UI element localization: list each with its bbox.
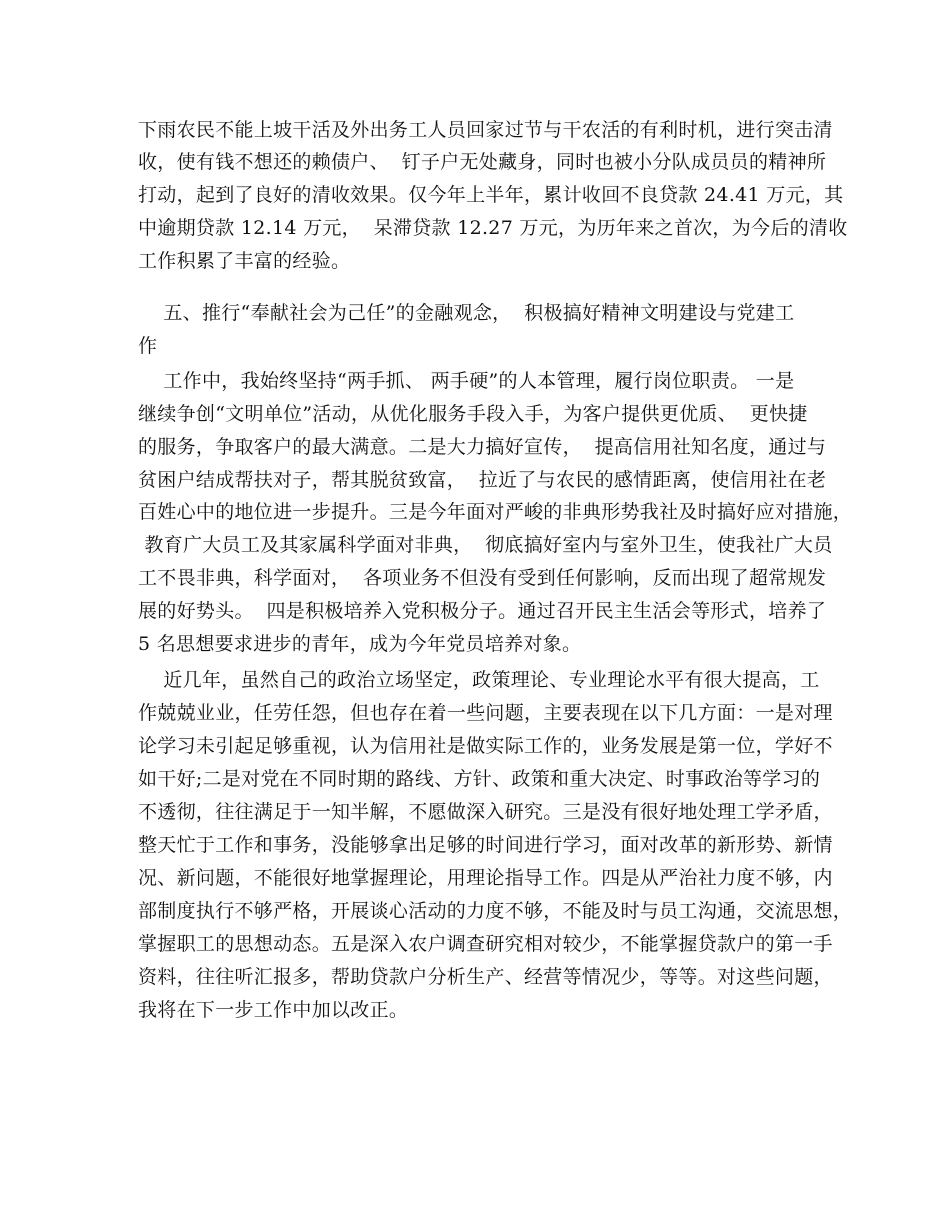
text-line: 展的好势头。 四是积极培养入党积极分子。通过召开民主生活会等形式，培养了 <box>138 600 827 622</box>
text-line: 贫困户结成帮扶对子，帮其脱贫致富， 拉近了与农民的感情距离，使信用社在老 <box>138 469 827 491</box>
text-line: 论学习未引起足够重视，认为信用社是做实际工作的，业务发展是第一位，学好不 <box>138 735 833 757</box>
text-line: 我将在下一步工作中加以改正。 <box>138 999 409 1021</box>
section-heading: 五、推行“奉献社会为己任”的金融观念， 积极搞好精神文明建设与党建工 <box>138 302 795 324</box>
text-line: 工作中，我始终坚持“两手抓、 两手硬”的人本管理，履行岗位职责。 一是 <box>138 370 795 392</box>
text-line: 继续争创“文明单位”活动，从优化服务手段入手，为客户提供更优质、 更快捷 <box>138 403 808 425</box>
text-line: 教育广大员工及其家属科学面对非典， 彻底搞好室内与室外卫生，使我社广大员 <box>138 534 833 556</box>
text-line: 如干好;二是对党在不同时期的路线、方针、政策和重大决定、时事政治等学习的 <box>138 768 821 790</box>
text-line: 部制度执行不够严格，开展谈心活动的力度不够，不能及时与员工沟通，交流思想， <box>138 900 853 922</box>
text-line: 不透彻，往往满足于一知半解，不愿做深入研究。三是没有很好地处理工学矛盾， <box>138 801 833 823</box>
text-line: 资料，往往听汇报多，帮助贷款户分析生产、经营等情况少，等等。对这些问题， <box>138 966 833 988</box>
section-heading-continued: 作 <box>138 335 158 357</box>
text-line: 近几年，虽然自己的政治立场坚定，政策理论、专业理论水平有很大提高，工 <box>138 669 820 691</box>
text-line: 5 名思想要求进步的青年，成为今年党员培养对象。 <box>138 633 582 655</box>
text-line: 工作积累了丰富的经验。 <box>138 250 351 272</box>
text-line: 收，使有钱不想还的赖债户、 钉子户无处藏身，同时也被小分队成员员的精神所 <box>138 151 827 173</box>
text-line: 打动，起到了良好的清收效果。仅今年上半年，累计收回不良贷款 24.41 万元，其 <box>138 184 844 206</box>
text-line: 况、新问题，不能很好地掌握理论，用理论指导工作。四是从严治社力度不够，内 <box>138 867 833 889</box>
text-line: 的服务，争取客户的最大满意。二是大力搞好宣传， 提高信用社知名度，通过与 <box>138 436 827 458</box>
text-line: 作兢兢业业，任劳任怨，但也存在着一些问题，主要表现在以下几方面：一是对理 <box>138 702 833 724</box>
text-line: 下雨农民不能上坡干活及外出务工人员回家过节与干农活的有利时机，进行突击清 <box>138 119 833 141</box>
text-line: 整天忙于工作和事务，没能够拿出足够的时间进行学习，面对改革的新形势、新情 <box>138 834 833 856</box>
text-line: 工不畏非典，科学面对， 各项业务不但没有受到任何影响，反而出现了超常规发 <box>138 567 827 589</box>
text-line: 中逾期贷款 12.14 万元， 呆滞贷款 12.27 万元，为历年来之首次，为今后的清收 <box>138 217 848 239</box>
text-line: 掌握职工的思想动态。五是深入农户调查研究相对较少，不能掌握贷款户的第一手 <box>138 933 833 955</box>
text-line: 百姓心中的地位进一步提升。三是今年面对严峻的非典形势我社及时搞好应对措施， <box>138 501 853 523</box>
